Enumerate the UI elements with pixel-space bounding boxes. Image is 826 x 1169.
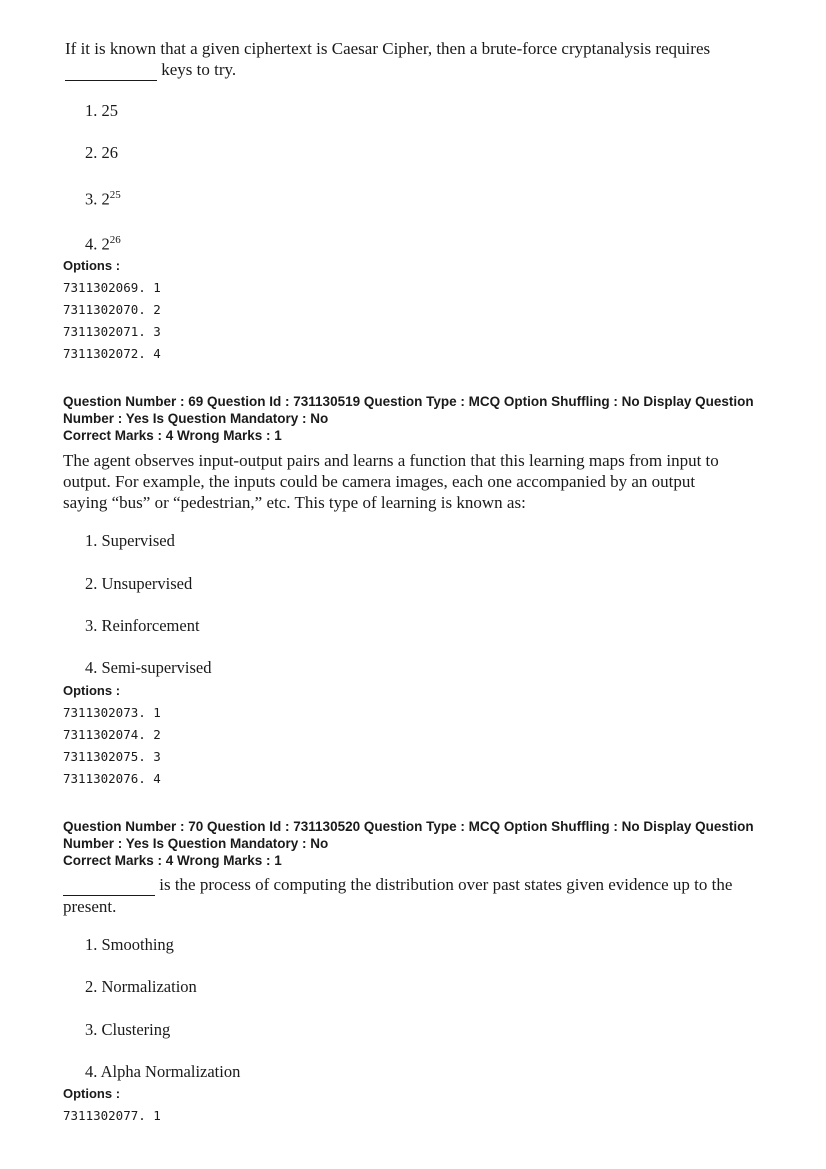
option-number: 3. — [85, 189, 98, 209]
question-70-options-label: Options : — [63, 1086, 121, 1101]
question-70-option-id-1: 7311302077. 1 — [63, 1108, 161, 1123]
question-70-text — [63, 874, 803, 917]
question-69-meta — [63, 393, 783, 444]
question-68-text-after: keys to try. — [161, 60, 237, 79]
option-exponent: 25 — [109, 189, 121, 201]
option-number: 2. — [85, 143, 98, 162]
question-70-meta — [63, 818, 783, 869]
question-68-option-id-3: 7311302071. 3 — [63, 324, 161, 339]
option-number: 1. — [85, 101, 98, 120]
question-69-text-line3: saying “bus” or “pedestrian,” etc. This type of learning is known as: — [63, 493, 526, 512]
option-exponent: 26 — [109, 234, 121, 246]
question-69-text — [63, 450, 803, 513]
question-68-option-1 — [85, 101, 118, 121]
question-69-option-id-3: 7311302075. 3 — [63, 749, 161, 764]
question-68-option-3 — [85, 189, 121, 210]
question-70-text-after: is the process of computing the distribution over past states given evidence up to the — [159, 875, 733, 894]
question-70-marks: Correct Marks : 4 Wrong Marks : 1 — [63, 853, 282, 868]
question-69-marks: Correct Marks : 4 Wrong Marks : 1 — [63, 428, 282, 443]
option-base: 2 — [101, 189, 110, 209]
question-68-option-2 — [85, 143, 118, 163]
question-70-text-line1 — [63, 874, 803, 896]
question-70-option-4: 4. Alpha Normalization — [85, 1062, 241, 1081]
question-69-text-line1: The agent observes input-output pairs and learns a function that this learning maps from input to — [63, 451, 719, 470]
answer-blank — [65, 59, 157, 81]
question-69-meta-line1: Question Number : 69 Question Id : 731130519 Question Type : MCQ Option Shuffling : No Display Question — [63, 394, 754, 409]
question-70-meta-line1: Question Number : 70 Question Id : 731130520 Question Type : MCQ Option Shuffling : No Display Question — [63, 819, 754, 834]
question-70-text-line2: present. — [63, 897, 117, 916]
question-68-option-id-1: 7311302069. 1 — [63, 280, 161, 295]
question-68-text-line2 — [65, 59, 805, 81]
answer-blank — [63, 874, 155, 896]
option-number: 4. — [85, 234, 98, 254]
question-70-option-1: 1. Smoothing — [85, 935, 174, 954]
question-69-option-4: 4. Semi-supervised — [85, 658, 212, 677]
question-69-options-label: Options : — [63, 683, 121, 698]
question-69-option-2: 2. Unsupervised — [85, 574, 193, 593]
question-69-text-line2: output. For example, the inputs could be camera images, each one accompanied by an output — [63, 472, 696, 491]
question-68-option-id-2: 7311302070. 2 — [63, 302, 161, 317]
question-70-option-2: 2. Normalization — [85, 977, 197, 996]
option-text: 26 — [101, 143, 118, 162]
question-68-option-4 — [85, 234, 121, 255]
option-text: 25 — [101, 101, 118, 120]
question-68-text-line1: If it is known that a given ciphertext is Caesar Cipher, then a brute-force cryptanalysis requires — [65, 39, 711, 58]
question-69-option-id-2: 7311302074. 2 — [63, 727, 161, 742]
question-68-option-id-4: 7311302072. 4 — [63, 346, 161, 361]
question-68-options-label: Options : — [63, 258, 121, 273]
option-base: 2 — [101, 234, 110, 254]
question-70-meta-line2: Number : Yes Is Question Mandatory : No — [63, 836, 329, 851]
question-70-option-3: 3. Clustering — [85, 1020, 171, 1039]
question-69-meta-line2: Number : Yes Is Question Mandatory : No — [63, 411, 329, 426]
question-68-text — [65, 38, 805, 81]
question-69-option-id-1: 7311302073. 1 — [63, 705, 161, 720]
question-69-option-1: 1. Supervised — [85, 531, 175, 550]
question-69-option-3: 3. Reinforcement — [85, 616, 200, 635]
question-69-option-id-4: 7311302076. 4 — [63, 771, 161, 786]
